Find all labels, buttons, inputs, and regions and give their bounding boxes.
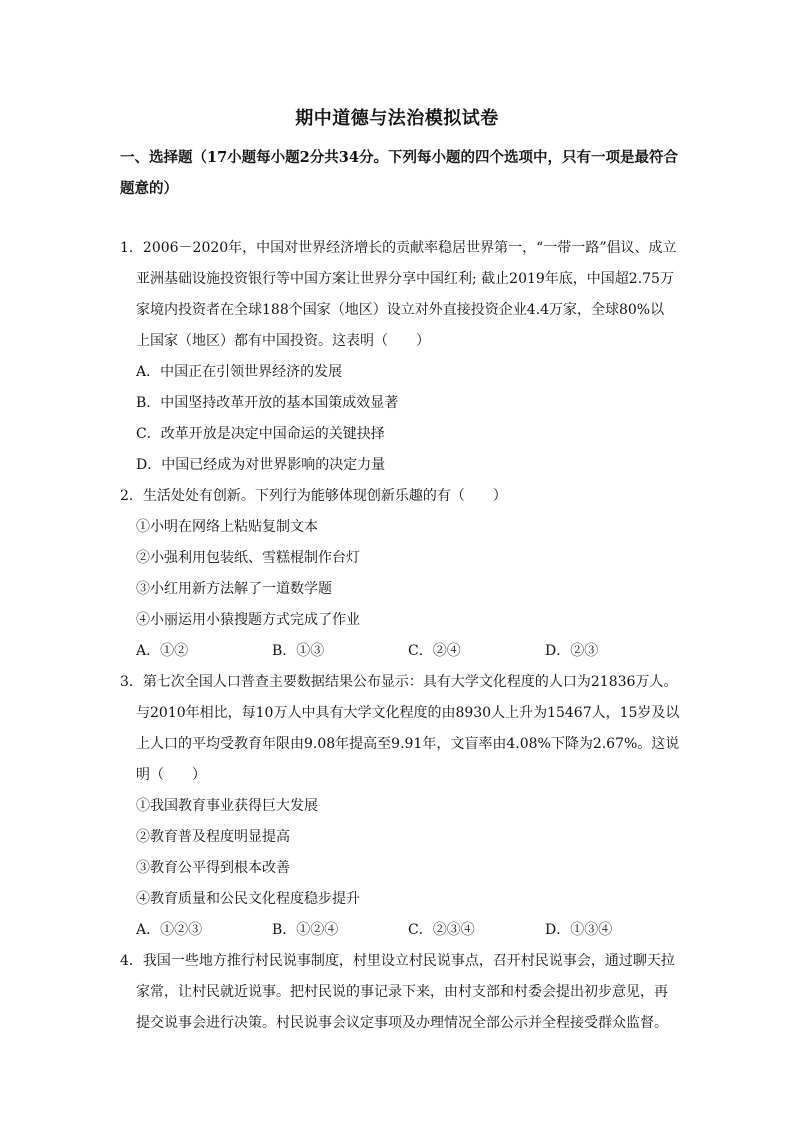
q1-option-a: A．中国正在引领世界经济的发展	[136, 364, 343, 380]
q2-item-4: ④小丽运用小猿搜题方式完成了作业	[136, 612, 360, 628]
q2-stem: 2．生活处处有创新。下列行为能够体现创新乐趣的有（ ）	[120, 488, 507, 504]
q2-item-3: ③小红用新方法解了一道数学题	[136, 581, 332, 597]
q1-line-1: 1．2006－2020年，中国对世界经济增长的贡献率稳居世界第一，“一带一路”倡议、成立	[120, 240, 677, 256]
q2-choice-b: B．①③	[272, 643, 325, 659]
q3-line-2: 与2010年相比，每10万人中具有大学文化程度的由8930人上升为15467人，15岁及以	[136, 705, 680, 721]
q1-line-4: 上国家（地区）都有中国投资。这表明（ ）	[136, 333, 430, 349]
q3-line-1: 3．第七次全国人口普查主要数据结果公布显示：具有大学文化程度的人口为21836万人。	[120, 674, 678, 690]
q2-choice-d: D．②③	[545, 643, 599, 659]
q3-choice-b: B．①②④	[272, 922, 339, 938]
q3-item-2: ②教育普及程度明显提高	[136, 829, 290, 845]
q3-choice-d: D．①③④	[545, 922, 613, 938]
section-heading: 一、选择题（17小题每小题2分共34分。下列每小题的四个选项中，只有一项是最符合题意的）	[120, 149, 678, 197]
q4-line-2: 家常，让村民就近说事。把村民说的事记录下来，由村支部和村委会提出初步意见，再	[136, 984, 668, 1000]
q3-choice-c: C．②③④	[408, 922, 475, 938]
q3-line-3: 上人口的平均受教育年限由9.08年提高至9.91年，文盲率由4.08%下降为2.67%。这说	[136, 736, 680, 752]
q2-choice-c: C．②④	[408, 643, 461, 659]
q1-option-c: C．改革开放是决定中国命运的关键抉择	[136, 426, 385, 442]
q1-option-b: B．中国坚持改革开放的基本国策成效显著	[136, 395, 399, 411]
q3-line-4: 明（ ）	[136, 767, 206, 783]
q2-item-1: ①小明在网络上粘贴复制文本	[136, 519, 318, 535]
q3-item-4: ④教育质量和公民文化程度稳步提升	[136, 891, 360, 907]
q3-item-1: ①我国教育事业获得巨大发展	[136, 798, 318, 814]
q3-item-3: ③教育公平得到根本改善	[136, 860, 290, 876]
q1-line-2: 亚洲基础设施投资银行等中国方案让世界分享中国红利; 截止2019年底，中国超2.75万	[136, 271, 674, 287]
q1-option-d: D．中国已经成为对世界影响的决定力量	[136, 457, 386, 473]
q4-line-3: 提交说事会进行决策。村民说事会议定事项及办理情况全部公示并全程接受群众监督。	[136, 1015, 668, 1031]
q4-line-1: 4．我国一些地方推行村民说事制度，村里设立村民说事点，召开村民说事会，通过聊天拉	[120, 953, 675, 969]
q2-item-2: ②小强利用包装纸、雪糕棍制作台灯	[136, 550, 360, 566]
q1-line-3: 家境内投资者在全球188个国家（地区）设立对外直接投资企业4.4万家，全球80%以	[136, 302, 665, 318]
q2-choice-a: A．①②	[136, 643, 189, 659]
page-title: 期中道德与法治模拟试卷	[295, 108, 499, 129]
q3-choice-a: A．①②③	[136, 922, 203, 938]
